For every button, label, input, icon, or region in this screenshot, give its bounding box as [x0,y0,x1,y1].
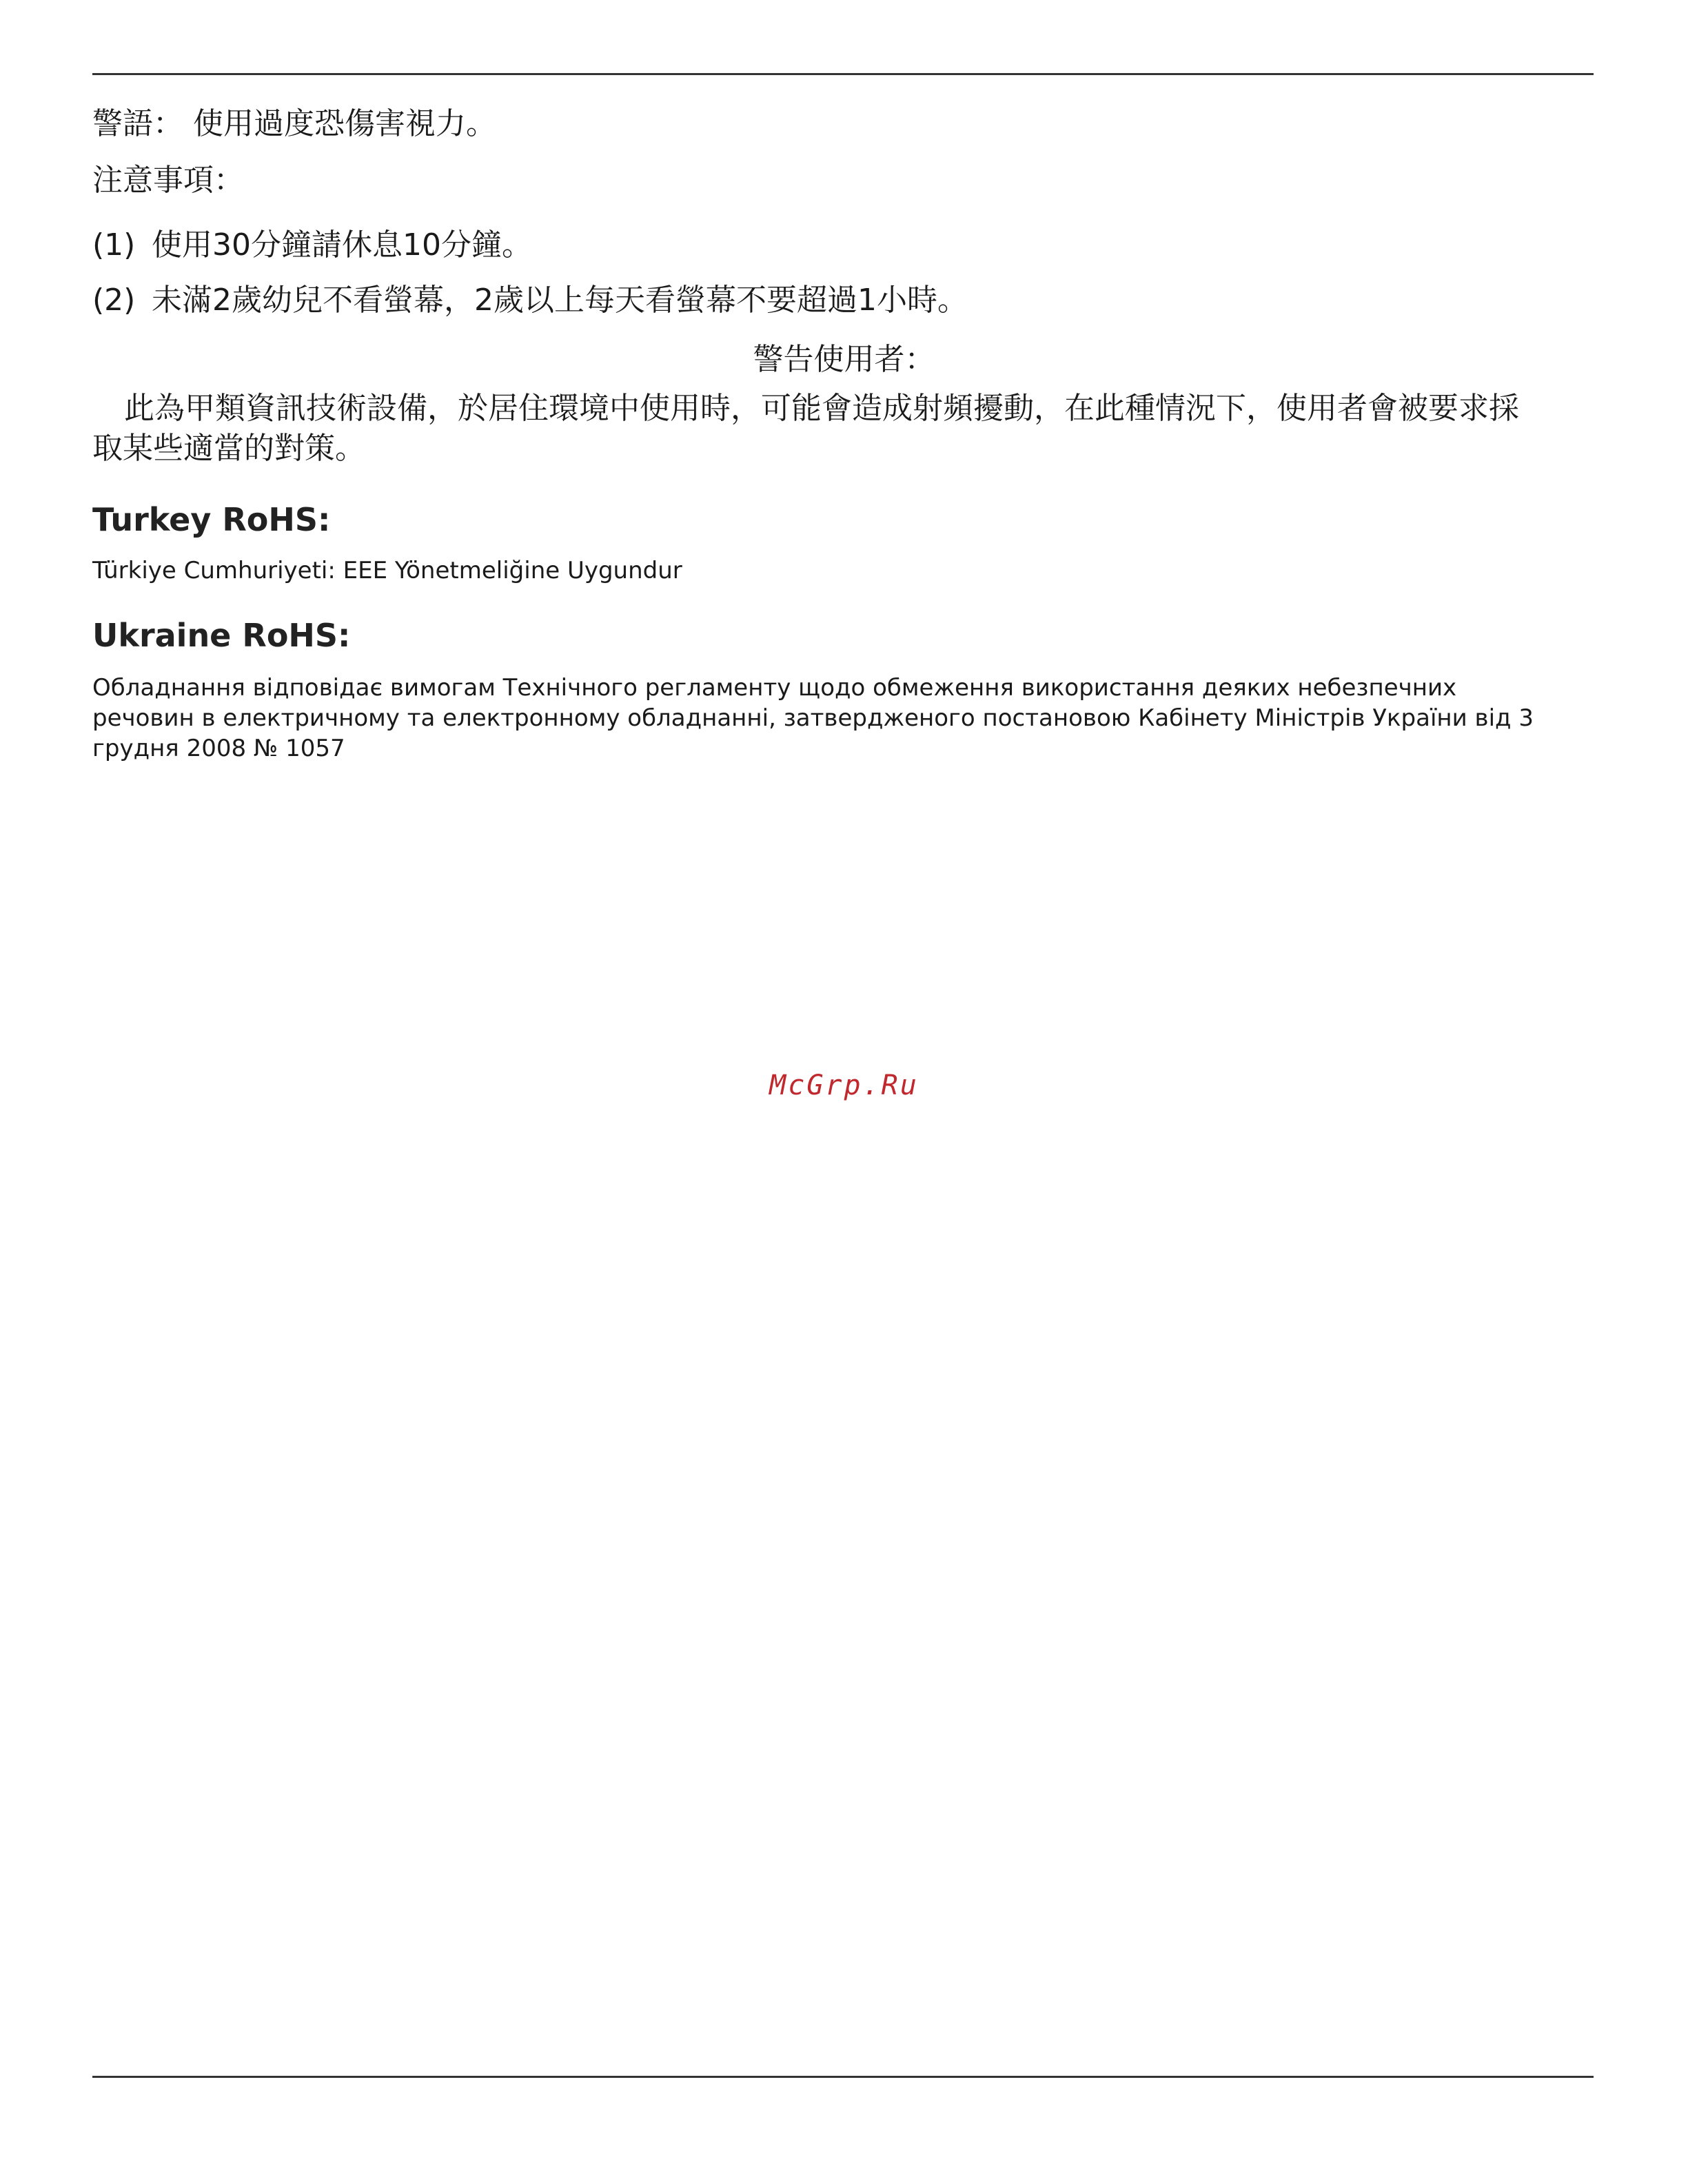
warning-line: 警語： 使用過度恐傷害視力。 [92,106,496,141]
notes-title: 注意事項： [92,163,244,198]
note-number: (2) [92,283,136,318]
watermark: McGrp.Ru [769,1070,919,1101]
note-text: 使用30分鐘請休息10分鐘。 [152,227,532,263]
bottom-rule [92,2076,1594,2078]
note-text: 未滿2歲幼兒不看螢幕，2歲以上每天看螢幕不要超過1小時。 [152,283,968,318]
note-item-1 [92,226,532,265]
top-rule [92,73,1594,75]
ukraine-rohs-text: Обладнання відповідає вимогам Технічного регламенту щодо обмеження використання деяких небезпечних речовин в електричному та електронному обладнанні, затвердженого постановою Кабінету Міністрів України від 3 грудня 2008 № 1057 [92,674,1534,762]
turkey-rohs-heading: Turkey RoHS: [92,501,331,538]
user-warning-title: 警告使用者： [753,342,935,377]
note-item-2 [92,281,968,320]
ukraine-rohs-heading: Ukraine RoHS: [92,617,351,654]
user-warning-paragraph: 此為甲類資訊技術設備，於居住環境中使用時，可能會造成射頻擾動，在此種情況下，使用者會被要求採取某些適當的對策。 [92,391,1519,466]
turkey-rohs-text: Türkiye Cumhuriyeti: EEE Yönetmeliğine Uygundur [92,557,682,584]
note-number: (1) [92,227,136,263]
